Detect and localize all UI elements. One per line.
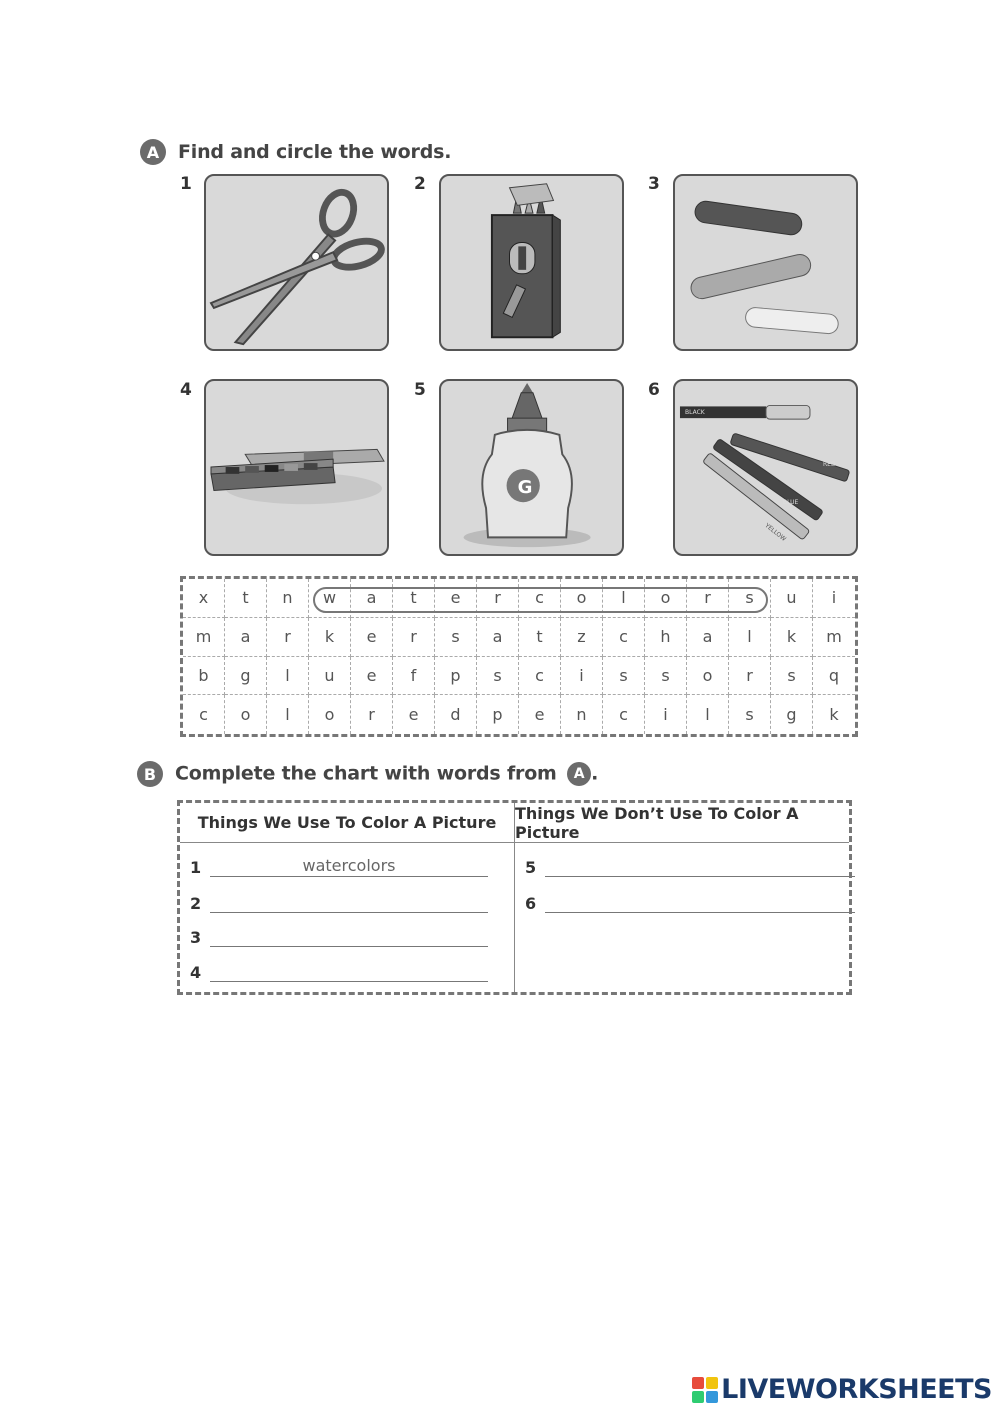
letter-cell[interactable]: m — [813, 618, 855, 657]
letter-cell[interactable]: a — [687, 618, 729, 657]
letter-cell[interactable]: c — [519, 579, 561, 618]
word-search-grid — [180, 576, 858, 737]
letter-cell[interactable]: r — [267, 618, 309, 657]
logo-text: LIVEWORKSHEETS — [721, 1374, 992, 1405]
letter-cell[interactable]: r — [477, 579, 519, 618]
picture-4-watercolors — [204, 379, 389, 556]
letter-cell[interactable]: r — [729, 657, 771, 696]
letter-cell[interactable]: e — [351, 657, 393, 696]
chart-column-dont-use — [515, 803, 849, 992]
chart-row-3 — [190, 925, 488, 947]
section-b-ref-badge: A — [567, 762, 591, 786]
chart-row-2 — [190, 891, 488, 913]
letter-cell[interactable]: f — [393, 657, 435, 696]
answer-line-3[interactable] — [210, 925, 488, 947]
letter-cell[interactable]: k — [309, 618, 351, 657]
chart-column-use — [180, 803, 515, 992]
letter-cell[interactable]: e — [351, 618, 393, 657]
letter-cell[interactable]: t — [225, 579, 267, 618]
picture-5-glue — [439, 379, 624, 556]
section-b-heading — [137, 761, 598, 787]
picture-1-scissors — [204, 174, 389, 351]
letter-cell[interactable]: t — [519, 618, 561, 657]
letter-cell[interactable]: u — [309, 657, 351, 696]
letter-cell[interactable]: g — [771, 695, 813, 734]
picture-number-2: 2 — [414, 174, 426, 194]
section-a-badge: A — [140, 139, 166, 165]
letter-cell[interactable]: c — [519, 657, 561, 696]
letter-cell[interactable]: l — [687, 695, 729, 734]
chart-row-number: 6 — [525, 894, 537, 913]
letter-cell[interactable]: l — [267, 695, 309, 734]
answer-line-6[interactable] — [545, 891, 855, 913]
chart-column-dont-use-title: Things We Don’t Use To Color A Picture — [515, 803, 849, 843]
section-b-badge: B — [137, 761, 163, 787]
letter-cell[interactable]: o — [561, 579, 603, 618]
letter-cell[interactable]: t — [393, 579, 435, 618]
answer-line-5[interactable] — [545, 855, 855, 877]
letter-cell[interactable]: l — [267, 657, 309, 696]
letter-cell[interactable]: p — [477, 695, 519, 734]
scissors-icon — [206, 176, 387, 349]
letter-cell[interactable]: i — [813, 579, 855, 618]
letter-cell[interactable]: s — [729, 695, 771, 734]
chart-row-number: 2 — [190, 894, 202, 913]
letter-cell[interactable]: m — [183, 618, 225, 657]
section-b-ref-suffix: . — [591, 762, 599, 785]
colored-pencils-icon — [441, 176, 622, 349]
letter-cell[interactable]: r — [351, 695, 393, 734]
classification-chart — [177, 800, 852, 995]
letter-cell[interactable]: p — [435, 657, 477, 696]
picture-number-4: 4 — [180, 380, 192, 400]
letter-cell[interactable]: e — [435, 579, 477, 618]
marker-label-yellow: YELLOW — [763, 522, 788, 543]
picture-number-1: 1 — [180, 174, 192, 194]
liveworksheets-logo — [692, 1374, 992, 1405]
letter-cell[interactable]: s — [645, 657, 687, 696]
letter-cell[interactable]: c — [603, 618, 645, 657]
glue-icon — [441, 381, 622, 554]
letter-cell[interactable]: s — [477, 657, 519, 696]
letter-cell[interactable]: a — [225, 618, 267, 657]
chart-row-number: 5 — [525, 858, 537, 877]
section-a-heading — [140, 139, 451, 165]
glue-label: G — [517, 477, 533, 498]
chalk-icon — [675, 176, 856, 349]
chart-row-5 — [525, 855, 855, 877]
letter-cell[interactable]: s — [771, 657, 813, 696]
letter-cell[interactable]: s — [603, 657, 645, 696]
picture-2-colored-pencils — [439, 174, 624, 351]
chart-row-4 — [190, 960, 488, 982]
word-search-cells — [183, 579, 855, 734]
letter-cell[interactable]: n — [267, 579, 309, 618]
letter-cell[interactable]: o — [309, 695, 351, 734]
chart-row-1 — [190, 855, 488, 877]
letter-cell[interactable]: o — [225, 695, 267, 734]
letter-cell[interactable]: q — [813, 657, 855, 696]
letter-cell[interactable]: g — [225, 657, 267, 696]
picture-3-chalk — [673, 174, 858, 351]
letter-cell[interactable]: u — [771, 579, 813, 618]
chart-row-number: 1 — [190, 858, 202, 877]
letter-cell[interactable]: o — [645, 579, 687, 618]
section-b-instruction: Complete the chart with words from — [175, 762, 557, 785]
letter-cell[interactable]: i — [561, 657, 603, 696]
picture-number-3: 3 — [648, 174, 660, 194]
picture-number-6: 6 — [648, 380, 660, 400]
letter-cell[interactable]: o — [687, 657, 729, 696]
watercolors-icon — [206, 381, 387, 554]
letter-cell[interactable]: s — [729, 579, 771, 618]
letter-cell[interactable]: x — [183, 579, 225, 618]
letter-cell[interactable]: c — [183, 695, 225, 734]
letter-cell[interactable]: h — [645, 618, 687, 657]
picture-number-5: 5 — [414, 380, 426, 400]
letter-cell[interactable]: e — [519, 695, 561, 734]
marker-label-blue: BLUE — [783, 499, 799, 506]
letter-cell[interactable]: z — [561, 618, 603, 657]
letter-cell[interactable]: l — [603, 579, 645, 618]
letter-cell[interactable]: d — [435, 695, 477, 734]
answer-line-1[interactable]: watercolors — [210, 855, 488, 877]
letter-cell[interactable]: i — [645, 695, 687, 734]
section-b-instruction-wrap — [175, 762, 598, 786]
letter-cell[interactable]: a — [351, 579, 393, 618]
chart-row-6 — [525, 891, 855, 913]
answer-line-2[interactable] — [210, 891, 488, 913]
letter-cell[interactable]: r — [393, 618, 435, 657]
marker-label-black: BLACK — [685, 409, 705, 416]
letter-cell[interactable]: k — [829, 705, 839, 725]
letter-cell[interactable]: s — [435, 618, 477, 657]
letter-cell[interactable]: e — [393, 695, 435, 734]
marker-label-red: RED — [823, 461, 836, 468]
letter-cell[interactable]: w — [309, 579, 351, 618]
letter-cell[interactable]: r — [687, 579, 729, 618]
letter-cell[interactable]: c — [603, 695, 645, 734]
letter-cell[interactable]: n — [561, 695, 603, 734]
letter-cell[interactable]: k — [771, 618, 813, 657]
section-a-instruction: Find and circle the words. — [178, 141, 452, 163]
letter-cell[interactable]: a — [477, 618, 519, 657]
answer-line-4[interactable] — [210, 960, 488, 982]
chart-row-number: 4 — [190, 963, 202, 982]
picture-6-markers — [673, 379, 858, 556]
logo-mark-icon — [692, 1377, 718, 1403]
chart-column-use-title: Things We Use To Color A Picture — [180, 803, 514, 843]
chart-row-number: 3 — [190, 928, 202, 947]
letter-cell[interactable]: l — [729, 618, 771, 657]
letter-cell[interactable]: b — [183, 657, 225, 696]
